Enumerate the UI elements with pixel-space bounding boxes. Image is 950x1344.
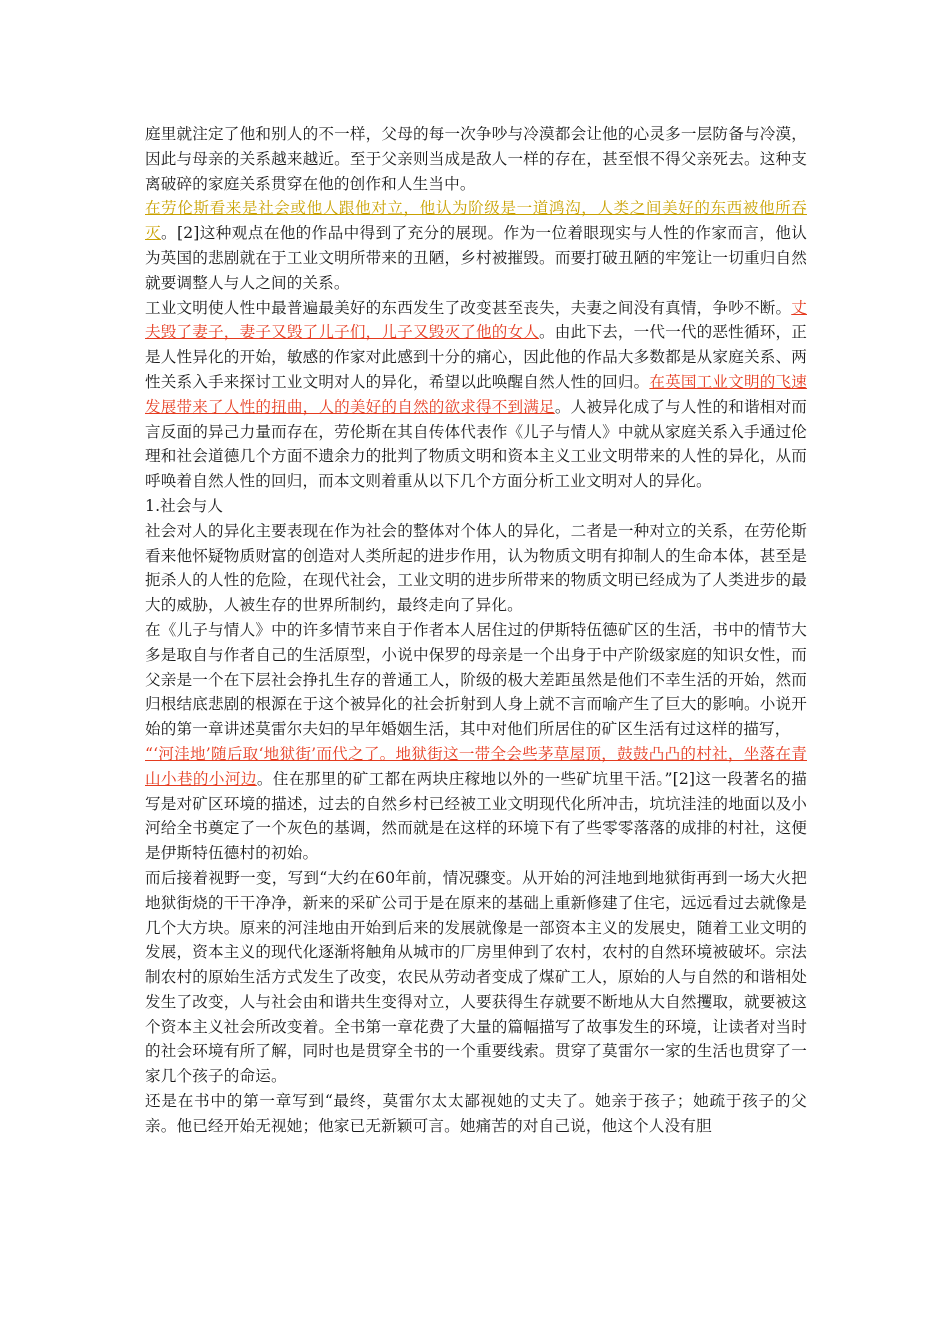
highlighted-quote: 在英国工业文明的飞速发展带来了人性的扭曲，人的美好的自然的欲求得不到满足 [145, 372, 807, 416]
highlighted-quote: “‘河洼地’随后取‘地狱街’而代之了。地狱街这一带全会些茅草屋顶，鼓鼓凸凸的村社，坐落在青山小巷的小河边 [145, 744, 807, 788]
paragraph-society-and-man [145, 519, 807, 618]
highlighted-quote: 在劳伦斯看来是社会或他人跟他对立，他认为阶级是一道鸿沟，人类之间美好的东西被他所吞灭 [145, 199, 807, 243]
text-run: 工业文明使人性中最普遍最美好的东西发生了改变甚至丧失，夫妻之间没有真情，争吵不断。 [145, 298, 792, 317]
paragraph-industrial-civilization [145, 296, 807, 494]
paragraph-bottoms-quote [145, 742, 807, 866]
paragraph-family-relations [145, 122, 807, 196]
text-run: 在《儿子与情人》中的许多情节来自于作者本人居住过的伊斯特伍德矿区的生活，书中的情节大多是取自与作者自己的生活原型，小说中保罗的母亲是一个出身于中产阶级家庭的知识女性，而父亲是一个在下层社会挣扎生存的普通工人，阶级的极大差距虽然是他们不幸生活的开始，然而归根结底悲剧的根源在于这个被异化的社会折射到人身上就不言而喻产生了巨大的影响。小说开始的第一章讲述莫雷尔夫妇的早年婚姻生活，其中对他们所居住的矿区生活有过这样的描写， [145, 620, 807, 739]
text-run: 还是在书中的第一章写到“最终，莫雷尔太太鄙视她的丈夫了。她亲于孩子；她疏于孩子的父亲。他已经开始无视她；他家已无新颖可言。她痛苦的对自己说，他这个人没有胆 [145, 1092, 807, 1135]
document-page [145, 122, 807, 1139]
text-run: 。由此下去，一代一代的恶性循环，正是人性异化的开始，敏感的作家对此感到十分的痛心，因此他的作品大多数都是从家庭关系、两性关系入手来探讨工业文明对人的异化，希望以此唤醒自然人性的回归。 [145, 323, 807, 391]
text-run: 。住在那里的矿工都在两块庄稼地以外的一些矿坑里干活。”[2]这一段著名的描写是对矿区环境的描述，过去的自然乡村已经被工业文明现代化所冲击，坑坑洼洼的地面以及小河给全书奠定了一个灰色的基调，然而就是在这样的环境下有了些零零落落的成排的村社，这便是伊斯特伍德村的初始。 [145, 769, 807, 863]
text-run: 社会对人的异化主要表现在作为社会的整体对个体人的异化，二者是一种对立的关系，在劳伦斯看来他怀疑物质财富的创造对人类所起的进步作用，认为物质文明有抑制人的生命本体，甚至是扼杀人的人性的危险，在现代社会，工业文明的进步所带来的物质文明已经成为了人类进步的最大的威胁，人被生存的世界所制约，最终走向了异化。 [145, 521, 807, 615]
text-run: 而后接着视野一变，写到“大约在60年前，情况骤变。从开始的河洼地到地狱街再到一场大火把地狱街烧的干干净净，新来的采矿公司于是在原来的基础上重新修建了住宅，远远看过去就像是几个大方块。原来的河洼地由开始到后来的发展就像是一部资本主义的发展史，随着工业文明的发展，资本主义的现代化逐渐将触角从城市的厂房里伸到了农村，农村的自然环境被破坏。宗法制农村的原始生活方式发生了改变，农民从劳动者变成了煤矿工人，原始的人与自然的和谐相处发生了改变，人与社会由和谐共生变得对立，人要获得生存就要不断地从大自然攫取，就要被这个资本主义社会所改变着。全书第一章花费了大量的篇幅描写了故事发生的环境，让读者对当时的社会环境有所了解，同时也是贯穿全书的一个重要线索。贯穿了莫雷尔一家的生活也贯穿了一家几个孩子的命运。 [145, 868, 807, 1086]
text-run: 庭里就注定了他和别人的不一样，父母的每一次争吵与冷漠都会让他的心灵多一层防备与冷漠，因此与母亲的关系越来越近。至于父亲则当成是敌人一样的存在，甚至恨不得父亲死去。这种支离破碎的家庭关系贯穿在他的创作和人生当中。 [145, 125, 807, 193]
heading-text: 1.社会与人 [145, 496, 224, 515]
section-heading [145, 494, 807, 519]
text-run: 。人被异化成了与人性的和谐相对而言反面的异己力量而存在，劳伦斯在其自传体代表作《儿子与情人》中就从家庭关系入手通过伦理和社会道德几个方面不遗余力的批判了物质文明和资本主义工业文明带来的人性的异化，从而呼唤着自然人性的回归，而本文则着重从以下几个方面分析工业文明对人的异化。 [145, 397, 808, 491]
paragraph-lawrence-view [145, 196, 807, 295]
paragraph-sixty-years-ago [145, 866, 807, 1089]
paragraph-sons-and-lovers [145, 618, 807, 742]
text-run: 。[2]这种观点在他的作品中得到了充分的展现。作为一位着眼现实与人性的作家而言，他认为英国的悲剧就在于工业文明所带来的丑陋，乡村被摧毁。而要打破丑陋的牢笼让一切重归自然就要调整人与人之间的关系。 [145, 224, 808, 292]
paragraph-chapter-one [145, 1089, 807, 1139]
highlighted-quote: 丈夫毁了妻子，妻子又毁了儿子们，儿子又毁灭了他的女人 [145, 298, 807, 342]
